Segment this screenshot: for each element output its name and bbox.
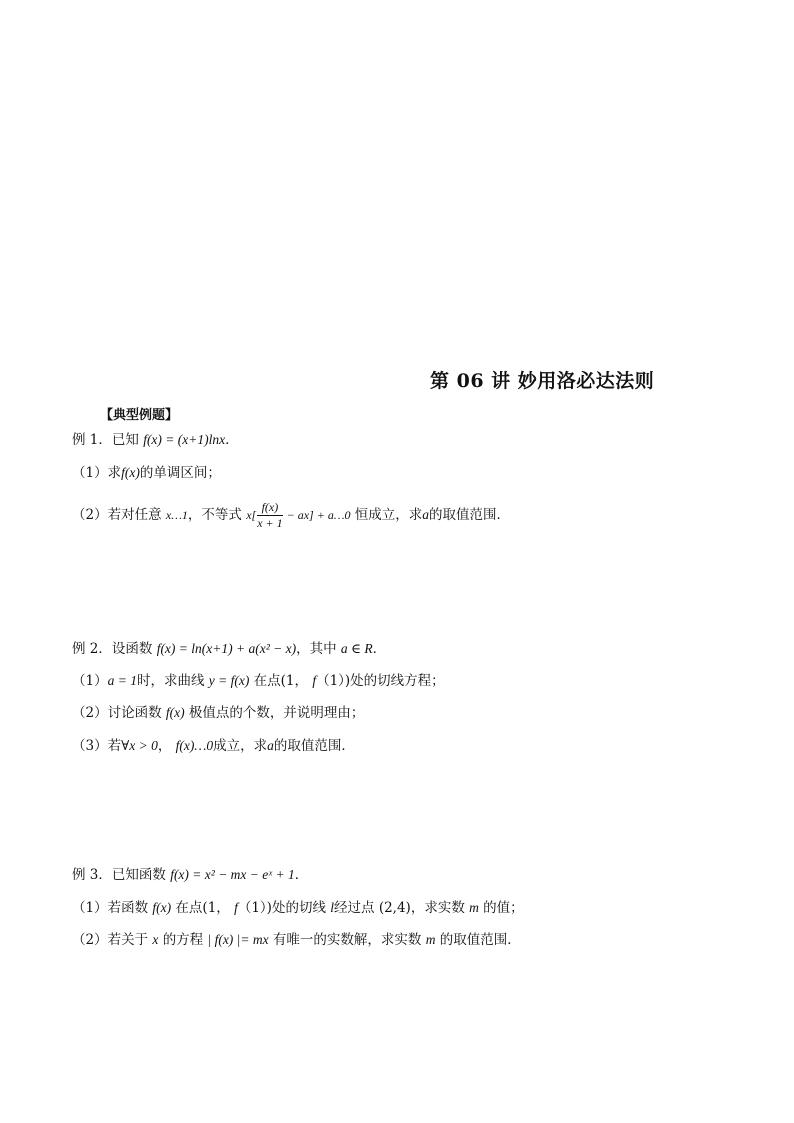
example-1-heading: 例 1．已知 f(x) = (x+1)lnx． (72, 432, 239, 448)
example-2-part-1: （1）a = 1时，求曲线 y = f(x) 在点(1， f（1）)处的切线方程； (72, 673, 445, 689)
example-3-heading: 例 3．已知函数 f(x) = x² − mx − eˣ + 1． (72, 867, 309, 883)
lecture-title: 第 06 讲 妙用洛必达法则 (430, 370, 655, 392)
example-3-part-1: （1）若函数 f(x) 在点(1， f（1）)处的切线 l经过点 (2,4)，求实数 m 的值； (72, 900, 524, 916)
function-definition: f(x) = (x+1)lnx (143, 432, 226, 447)
section-heading: 【典型例题】 (100, 408, 179, 423)
example-2-part-3: （3）若∀x > 0， f(x)…0成立，求a的取值范围． (72, 738, 355, 754)
example-1-part-1: （1）求f(x)的单调区间； (72, 465, 221, 481)
example-1-part-2: （2）若对任意 x…1，不等式 x[ $\frac{f(x)}{x + 1}$ − ax] + a…0 恒成立，求a的取值范围． (72, 500, 511, 530)
example-2-part-2: （2）讨论函数 f(x) 极值点的个数，并说明理由； (72, 705, 365, 721)
example-2-heading: 例 2．设函数 f(x) = ln(x+1) + a(x² − x)，其中 a ∈ R． (72, 641, 387, 657)
example-3-part-2: （2）若关于 x 的方程 | f(x) |= mx 有唯一的实数解，求实数 m 的取值范围． (72, 932, 521, 948)
fraction: $\frac{f(x)}{x + 1}$ (257, 500, 283, 530)
